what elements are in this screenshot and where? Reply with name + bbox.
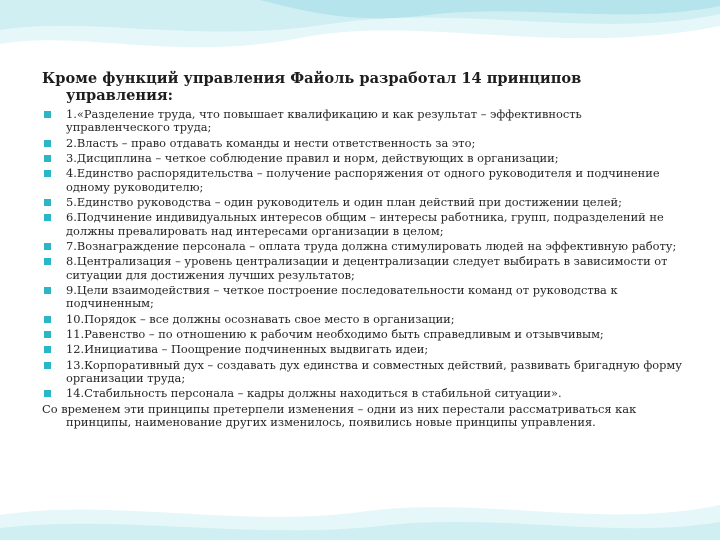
list-item: 3.Дисциплина – четкое соблюдение правил и норм, действующих в организации; [42,152,682,165]
square-bullet-icon [44,199,51,206]
list-item: 8.Централизация – уровень централизации и децентрализации следует выбирать в зависимости от ситуации для достижения лучших результатов; [42,255,682,281]
list-item: 12.Инициатива – Поощрение подчиненных выдвигать идеи; [42,343,682,356]
list-item: 10.Порядок – все должны осознавать свое место в организации; [42,313,682,326]
square-bullet-icon [44,243,51,250]
heading-line-1: Кроме функций управления Файоль разработал 14 принципов [42,70,582,87]
list-item: 2.Власть – право отдавать команды и нести ответственность за это; [42,137,682,150]
list-item: 7.Вознаграждение персонала – оплата труда должна стимулировать людей на эффективную работу; [42,240,682,253]
closing-paragraph [42,403,682,429]
closing-line-1: Со временем эти принципы претерпели изменения – одни из них перестали рассматриваться как [42,401,637,416]
list-item: 6.Подчинение индивидуальных интересов общим – интересы работника, групп, подразделений не должны превалировать над интересами организации в целом; [42,211,682,237]
list-item: 13.Корпоративный дух – создавать дух единства и совместных действий, развивать бригадную форму организации труда; [42,359,682,385]
square-bullet-icon [44,287,51,294]
square-bullet-icon [44,331,51,338]
square-bullet-icon [44,258,51,265]
list-item: 5.Единство руководства – один руководитель и один план действий при достижении целей; [42,196,682,209]
slide-content [42,70,682,429]
closing-line-2: принципы, наименование других изменилось, появились новые принципы управления. [66,414,596,429]
square-bullet-icon [44,390,51,397]
square-bullet-icon [44,316,51,323]
list-item: 11.Равенство – по отношению к рабочим необходимо быть справедливым и отзывчивым; [42,328,682,341]
square-bullet-icon [44,155,51,162]
principles-list [42,108,682,401]
square-bullet-icon [44,362,51,369]
list-item: 14.Стабильность персонала – кадры должны находиться в стабильной ситуации». [42,387,682,400]
square-bullet-icon [44,170,51,177]
list-item: 1.«Разделение труда, что повышает квалификацию и как результат – эффективность управленческого труда; [42,108,682,134]
square-bullet-icon [44,346,51,353]
slide-heading [42,70,682,104]
list-item: 9.Цели взаимодействия – четкое построение последовательности команд от руководства к подчиненным; [42,284,682,310]
list-item: 4.Единство распорядительства – получение распоряжения от одного руководителя и подчинение одному руководителю; [42,167,682,193]
square-bullet-icon [44,140,51,147]
heading-line-2: управления: [66,87,174,104]
square-bullet-icon [44,111,51,118]
square-bullet-icon [44,214,51,221]
